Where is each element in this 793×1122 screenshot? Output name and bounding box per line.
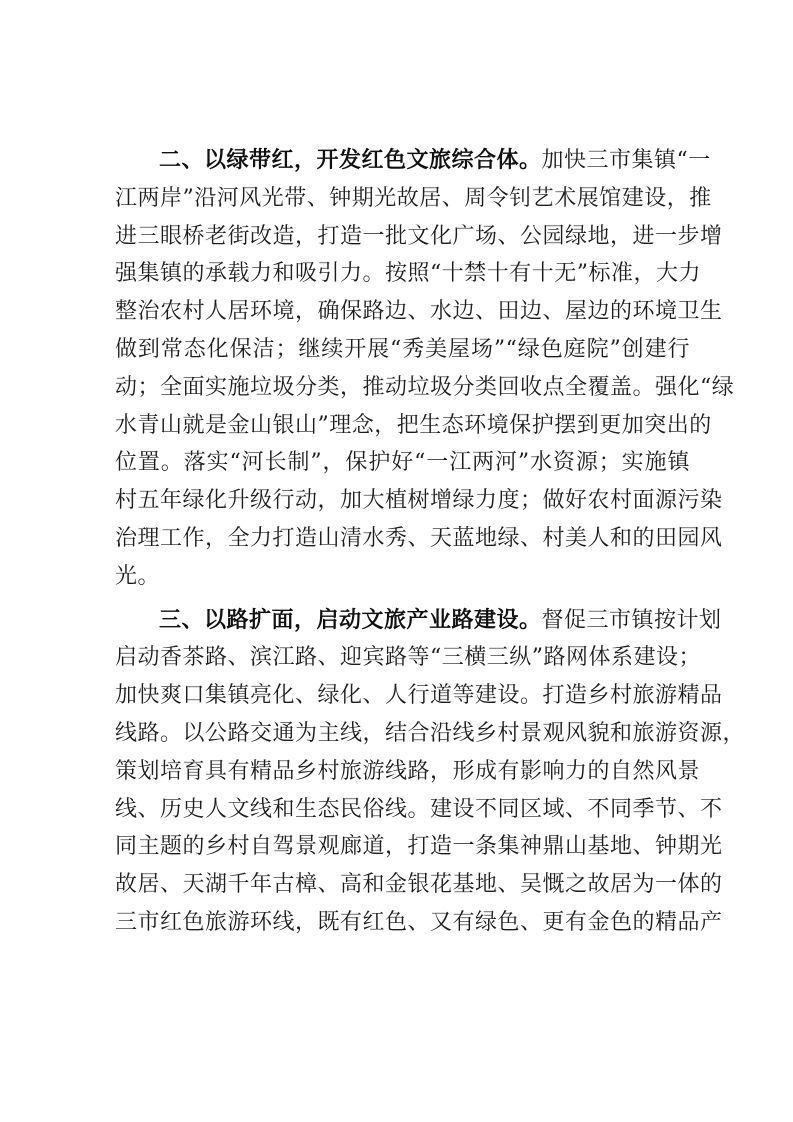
paragraph-line: 同主题的乡村自驾景观廊道，打造一条集神鼎山基地、钟期光: [115, 834, 723, 860]
paragraph-line: 光。: [115, 563, 161, 589]
section-3-heading: 三、以路扩面，启动文旅产业路建设。: [159, 607, 542, 633]
paragraph-line: 强集镇的承载力和吸引力。按照“十禁十有十无”标准，大力: [115, 261, 701, 287]
paragraph-line: 线路。以公路交通为主线，结合沿线乡村景观风貌和旅游资源，: [115, 720, 746, 746]
paragraph-line: 三市红色旅游环线，既有红色、又有绿色、更有金色的精品产: [115, 909, 723, 935]
paragraph-line: 动；全面实施垃圾分类，推动垃圾分类回收点全覆盖。强化“绿: [115, 374, 735, 400]
document-body: [115, 142, 746, 942]
section-2-text: 加快三市集镇“一: [541, 148, 711, 173]
paragraph-line: 位置。落实“河长制”，保护好“一江两河”水资源；实施镇: [115, 450, 690, 476]
paragraph-line: 加快爽口集镇亮化、绿化、人行道等建设。打造乡村旅游精品: [115, 683, 723, 709]
section-3-text: 督促三市镇按计划: [541, 607, 722, 633]
section-2-first-line: [115, 142, 711, 180]
paragraph-line: 线、历史人文线和生态民俗线。建设不同区域、不同季节、不: [115, 796, 723, 822]
paragraph-line: 故居、天湖千年古樟、高和金银花基地、吴慨之故居为一体的: [115, 872, 723, 898]
paragraph-line: 启动香茶路、滨江路、迎宾路等“三横三纵”路网体系建设；: [115, 645, 701, 671]
paragraph-line: 水青山就是金山银山”理念，把生态环境保护摆到更加突出的: [115, 412, 712, 438]
paragraph-line: 治理工作，全力打造山清水秀、天蓝地绿、村美人和的田园风: [115, 525, 723, 551]
paragraph-line: 进三眼桥老街改造，打造一批文化广场、公园绿地，进一步增: [115, 223, 723, 249]
paragraph-line: 整治农村人居环境，确保路边、水边、田边、屋边的环境卫生: [115, 299, 723, 325]
section-2-heading: 二、以绿带红，开发红色文旅综合体。: [159, 148, 542, 173]
paragraph-line: 江两岸”沿河风光带、钟期光故居、周令钊艺术展馆建设，推: [115, 185, 712, 211]
paragraph-line: 做到常态化保洁；继续开展“秀美屋场”“绿色庭院”创建行: [115, 336, 690, 362]
paragraph-line: 村五年绿化升级行动，加大植树增绿力度；做好农村面源污染: [115, 488, 723, 514]
section-3-first-line: [115, 602, 722, 640]
paragraph-line: 策划培育具有精品乡村旅游线路，形成有影响力的自然风景: [115, 758, 701, 784]
